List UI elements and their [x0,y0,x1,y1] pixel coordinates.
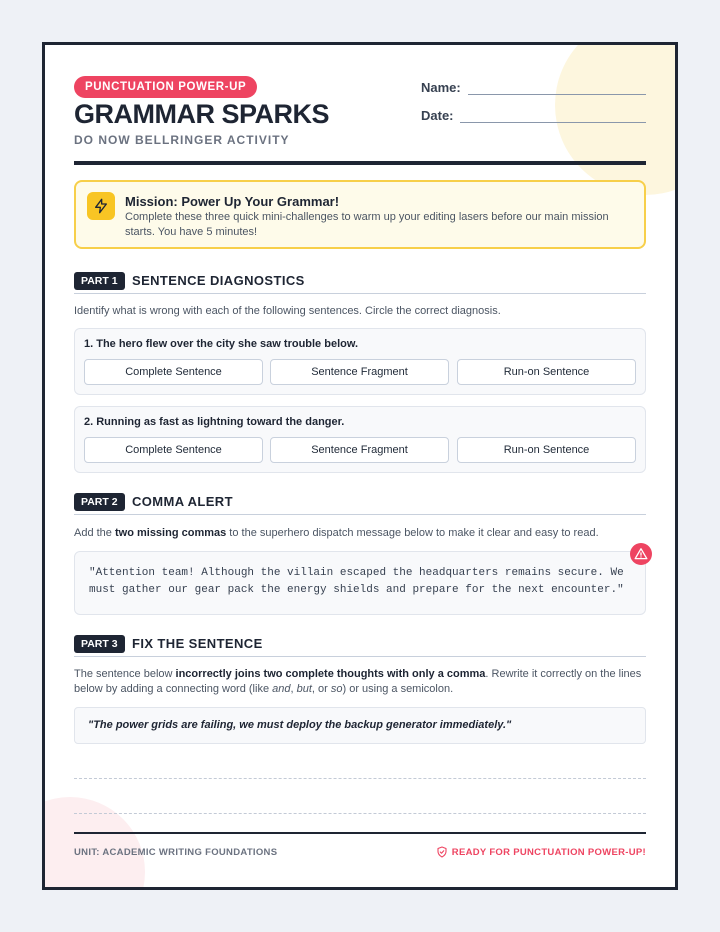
question-card-2 [74,406,646,473]
page-title: GRAMMAR SPARKS [74,99,329,129]
part3-instr-comma: , [290,682,297,695]
ready-text: READY FOR PUNCTUATION POWER-UP! [451,846,646,858]
part2-instructions [74,526,646,541]
part3-title: FIX THE SENTENCE [132,636,263,651]
part3-instr-or: , or [311,682,331,695]
page-subtitle: DO NOW BELLRINGER ACTIVITY [74,133,290,147]
incorrect-sentence: "The power grids are failing, we must deploy the backup generator immediately." [88,719,512,731]
answer-line-2[interactable] [74,813,646,814]
footer-divider [74,832,646,834]
ready-status [436,845,646,859]
q2-option-run-on[interactable]: Run-on Sentence [457,437,636,463]
q2-option-fragment[interactable]: Sentence Fragment [270,437,449,463]
date-line[interactable] [460,122,646,123]
q1-option-complete[interactable]: Complete Sentence [84,359,263,385]
date-field[interactable] [421,107,646,125]
unit-label: UNIT: ACADEMIC WRITING FOUNDATIONS [74,847,278,858]
part1-tag: PART 1 [74,272,125,290]
part3-instr-1: The sentence below [74,668,176,680]
dispatch-message-box[interactable] [74,551,646,615]
q1-option-run-on[interactable]: Run-on Sentence [457,359,636,385]
q2-option-complete[interactable]: Complete Sentence [84,437,263,463]
part2-instr-bold: two missing commas [114,527,227,539]
part1-underline [74,293,646,294]
date-label: Date: [421,108,454,123]
dispatch-message-text: "Attention team! Although the villain escaped the headquarters remains secure. We must gather our gear pack the energy shields and prepare for the next encounter." [89,567,624,596]
part1-title: SENTENCE DIAGNOSTICS [132,273,305,288]
part3-underline [74,656,646,657]
part2-instr-post: to the superhero dispatch message below to make it clear and easy to read. [226,527,599,539]
topic-badge: PUNCTUATION POWER-UP [74,76,257,98]
part2-instr-pre: Add the [74,527,115,539]
worksheet-page [42,42,678,890]
mission-box [74,180,646,249]
incorrect-sentence-box [74,707,646,744]
question-1-text: 1. The hero flew over the city she saw trouble below. [84,338,359,350]
name-line[interactable] [468,94,646,95]
part3-instr-2: . Rewrite it correctly on the lines below by adding a connecting word (like [74,668,642,695]
q1-option-fragment[interactable]: Sentence Fragment [270,359,449,385]
lightning-icon [87,192,115,220]
part3-instr-bold: incorrectly joins two complete thoughts with only a comma [175,668,486,680]
part2-header [74,491,646,513]
part3-instr-and: and [272,682,291,695]
question-2-text: 2. Running as fast as lightning toward the danger. [84,416,345,428]
header-divider [74,161,646,165]
mission-title: Mission: Power Up Your Grammar! [125,194,340,209]
part1-header [74,270,646,292]
part3-instr-so: so [330,682,343,695]
part3-header [74,633,646,655]
mission-text: Complete these three quick mini-challenges to warm up your editing lasers before our main mission starts. You have 5 minutes! [125,211,609,238]
part3-instr-3: ) or using a semicolon. [342,682,454,695]
part3-tag: PART 3 [74,635,125,653]
part3-instructions [74,667,646,696]
part3-instr-but: but [296,682,312,695]
question-card-1 [74,328,646,395]
name-field[interactable] [421,79,646,97]
warning-icon [630,543,652,565]
part2-tag: PART 2 [74,493,125,511]
shield-icon [436,846,448,858]
part2-title: COMMA ALERT [132,494,233,509]
answer-line-1[interactable] [74,778,646,779]
name-label: Name: [421,80,461,95]
part2-underline [74,514,646,515]
part1-instructions: Identify what is wrong with each of the following sentences. Circle the correct diagnosis. [74,305,501,317]
